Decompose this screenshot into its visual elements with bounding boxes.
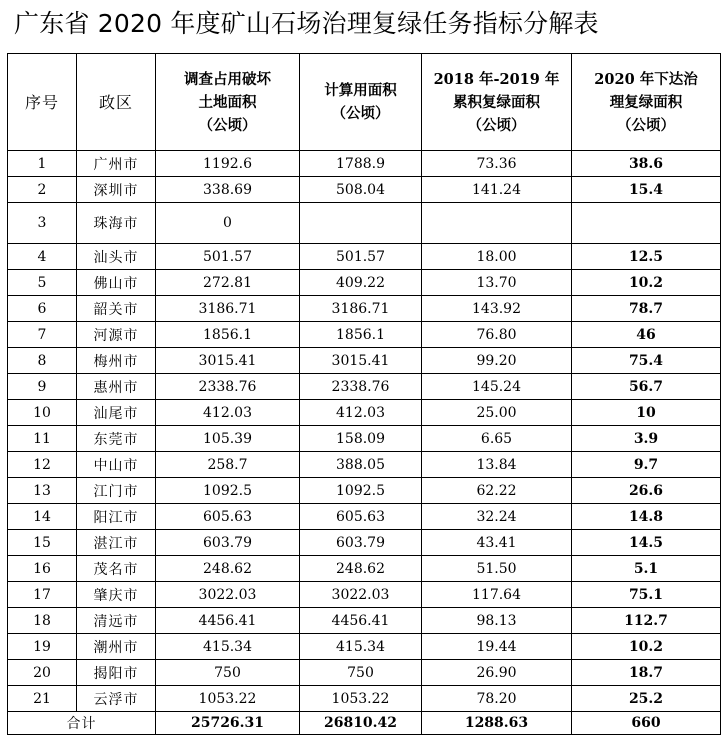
table-row (8, 608, 721, 634)
cell-cumulative: 76.80 (422, 322, 572, 348)
cell-region: 佛山市 (77, 270, 156, 296)
cell-cumulative: 51.50 (422, 556, 572, 582)
table-row (8, 582, 721, 608)
table-row (8, 686, 721, 712)
cell-index: 4 (8, 244, 77, 270)
cell-calculated: 3186.71 (300, 296, 422, 322)
cell-region: 珠海市 (77, 203, 156, 244)
cell-surveyed: 1192.6 (156, 151, 300, 177)
page-title: 广东省 2020 年度矿山石场治理复绿任务指标分解表 (14, 9, 599, 38)
cell-calculated: 248.62 (300, 556, 422, 582)
header-line: 2018 年-2019 年 (433, 70, 560, 88)
cell-index: 20 (8, 660, 77, 686)
cell-surveyed: 3015.41 (156, 348, 300, 374)
cell-calculated: 605.63 (300, 504, 422, 530)
cell-calculated: 2338.76 (300, 374, 422, 400)
cell-surveyed: 3186.71 (156, 296, 300, 322)
cell-cumulative: 73.36 (422, 151, 572, 177)
total-calculated: 26810.42 (300, 712, 422, 735)
cell-calculated: 1788.9 (300, 151, 422, 177)
cell-target: 25.2 (572, 686, 721, 712)
cell-calculated: 603.79 (300, 530, 422, 556)
cell-target: 18.7 (572, 660, 721, 686)
cell-index: 9 (8, 374, 77, 400)
header-line: （公顷） (331, 105, 390, 122)
cell-region: 中山市 (77, 452, 156, 478)
cell-target: 14.8 (572, 504, 721, 530)
cell-calculated: 1856.1 (300, 322, 422, 348)
header-line: 土地面积 (198, 93, 257, 111)
cell-surveyed: 0 (156, 203, 300, 244)
cell-surveyed: 2338.76 (156, 374, 300, 400)
cell-surveyed: 1856.1 (156, 322, 300, 348)
cell-target: 14.5 (572, 530, 721, 556)
header-calculated-area (300, 54, 422, 151)
cell-region: 深圳市 (77, 177, 156, 203)
cell-region: 汕尾市 (77, 400, 156, 426)
cell-index: 16 (8, 556, 77, 582)
cell-calculated: 508.04 (300, 177, 422, 203)
cell-target: 78.7 (572, 296, 721, 322)
cell-surveyed: 248.62 (156, 556, 300, 582)
table-row (8, 556, 721, 582)
cell-cumulative: 141.24 (422, 177, 572, 203)
cell-target: 5.1 (572, 556, 721, 582)
cell-calculated: 4456.41 (300, 608, 422, 634)
cell-surveyed: 412.03 (156, 400, 300, 426)
cell-calculated: 415.34 (300, 634, 422, 660)
header-line: （公顷） (467, 116, 526, 134)
cell-target: 10 (572, 400, 721, 426)
cell-target: 10.2 (572, 634, 721, 660)
cell-cumulative: 13.84 (422, 452, 572, 478)
cell-region: 汕头市 (77, 244, 156, 270)
cell-index: 1 (8, 151, 77, 177)
cell-index: 11 (8, 426, 77, 452)
table-row (8, 270, 721, 296)
header-line: 2020 年下达治 (594, 70, 698, 88)
cell-region: 肇庆市 (77, 582, 156, 608)
cell-region: 惠州市 (77, 374, 156, 400)
cell-region: 潮州市 (77, 634, 156, 660)
cell-cumulative: 32.24 (422, 504, 572, 530)
header-row (8, 54, 721, 151)
table-row (8, 177, 721, 203)
header-line: 理复绿面积 (609, 93, 683, 111)
table-row (8, 203, 721, 244)
cell-region: 揭阳市 (77, 660, 156, 686)
header-surveyed-area (156, 54, 300, 151)
cell-surveyed: 4456.41 (156, 608, 300, 634)
cell-index: 13 (8, 478, 77, 504)
cell-target: 75.1 (572, 582, 721, 608)
cell-surveyed: 3022.03 (156, 582, 300, 608)
header-cumulative-area (422, 54, 572, 151)
total-surveyed: 25726.31 (156, 712, 300, 735)
cell-region: 湛江市 (77, 530, 156, 556)
cell-region: 清远市 (77, 608, 156, 634)
table-row (8, 322, 721, 348)
cell-cumulative: 19.44 (422, 634, 572, 660)
cell-target: 38.6 (572, 151, 721, 177)
cell-surveyed: 258.7 (156, 452, 300, 478)
table-row (8, 478, 721, 504)
table-row (8, 348, 721, 374)
cell-index: 6 (8, 296, 77, 322)
cell-cumulative: 26.90 (422, 660, 572, 686)
cell-cumulative: 18.00 (422, 244, 572, 270)
table-row (8, 296, 721, 322)
cell-region: 云浮市 (77, 686, 156, 712)
cell-calculated: 750 (300, 660, 422, 686)
table-row (8, 400, 721, 426)
cell-target: 15.4 (572, 177, 721, 203)
cell-region: 东莞市 (77, 426, 156, 452)
cell-surveyed: 338.69 (156, 177, 300, 203)
cell-index: 15 (8, 530, 77, 556)
table-row (8, 244, 721, 270)
cell-index: 2 (8, 177, 77, 203)
cell-index: 12 (8, 452, 77, 478)
cell-cumulative: 43.41 (422, 530, 572, 556)
cell-index: 19 (8, 634, 77, 660)
cell-surveyed: 605.63 (156, 504, 300, 530)
cell-surveyed: 750 (156, 660, 300, 686)
cell-surveyed: 1053.22 (156, 686, 300, 712)
cell-region: 江门市 (77, 478, 156, 504)
cell-surveyed: 105.39 (156, 426, 300, 452)
cell-calculated: 412.03 (300, 400, 422, 426)
cell-region: 河源市 (77, 322, 156, 348)
task-allocation-table (7, 53, 721, 735)
table-row (8, 634, 721, 660)
cell-index: 18 (8, 608, 77, 634)
cell-surveyed: 272.81 (156, 270, 300, 296)
cell-index: 3 (8, 203, 77, 244)
cell-region: 广州市 (77, 151, 156, 177)
table-row (8, 660, 721, 686)
cell-cumulative (422, 203, 572, 244)
cell-index: 10 (8, 400, 77, 426)
cell-calculated: 3015.41 (300, 348, 422, 374)
cell-cumulative: 117.64 (422, 582, 572, 608)
cell-index: 7 (8, 322, 77, 348)
table-row (8, 426, 721, 452)
cell-cumulative: 99.20 (422, 348, 572, 374)
header-line: 调查占用破坏 (184, 70, 271, 88)
total-target: 660 (572, 712, 721, 735)
cell-calculated: 388.05 (300, 452, 422, 478)
cell-target: 46 (572, 322, 721, 348)
cell-target (572, 203, 721, 244)
cell-index: 14 (8, 504, 77, 530)
cell-cumulative: 145.24 (422, 374, 572, 400)
header-region: 政区 (77, 54, 156, 151)
cell-cumulative: 62.22 (422, 478, 572, 504)
total-row (8, 712, 721, 735)
cell-cumulative: 78.20 (422, 686, 572, 712)
header-line: （公顷） (198, 116, 257, 134)
cell-cumulative: 25.00 (422, 400, 572, 426)
table-row (8, 530, 721, 556)
header-target-2020 (572, 54, 721, 151)
header-index: 序号 (8, 54, 77, 151)
cell-calculated: 1092.5 (300, 478, 422, 504)
cell-calculated: 501.57 (300, 244, 422, 270)
cell-surveyed: 501.57 (156, 244, 300, 270)
cell-index: 21 (8, 686, 77, 712)
cell-cumulative: 13.70 (422, 270, 572, 296)
cell-index: 17 (8, 582, 77, 608)
cell-target: 3.9 (572, 426, 721, 452)
cell-region: 茂名市 (77, 556, 156, 582)
table-row (8, 452, 721, 478)
cell-calculated: 1053.22 (300, 686, 422, 712)
cell-cumulative: 143.92 (422, 296, 572, 322)
header-line: （公顷） (617, 116, 675, 134)
cell-calculated: 158.09 (300, 426, 422, 452)
cell-target: 75.4 (572, 348, 721, 374)
total-label: 合计 (8, 712, 156, 735)
table-row (8, 374, 721, 400)
cell-region: 阳江市 (77, 504, 156, 530)
cell-target: 9.7 (572, 452, 721, 478)
cell-region: 韶关市 (77, 296, 156, 322)
cell-region: 梅州市 (77, 348, 156, 374)
cell-calculated: 3022.03 (300, 582, 422, 608)
cell-surveyed: 603.79 (156, 530, 300, 556)
cell-target: 26.6 (572, 478, 721, 504)
cell-surveyed: 415.34 (156, 634, 300, 660)
cell-index: 5 (8, 270, 77, 296)
cell-cumulative: 98.13 (422, 608, 572, 634)
total-cumulative: 1288.63 (422, 712, 572, 735)
table-row (8, 504, 721, 530)
cell-calculated: 409.22 (300, 270, 422, 296)
cell-surveyed: 1092.5 (156, 478, 300, 504)
cell-calculated (300, 203, 422, 244)
cell-target: 12.5 (572, 244, 721, 270)
cell-target: 112.7 (572, 608, 721, 634)
cell-index: 8 (8, 348, 77, 374)
cell-target: 10.2 (572, 270, 721, 296)
table-row (8, 151, 721, 177)
cell-target: 56.7 (572, 374, 721, 400)
cell-cumulative: 6.65 (422, 426, 572, 452)
header-line: 累积复绿面积 (453, 93, 540, 111)
header-line: 计算用面积 (324, 82, 397, 99)
